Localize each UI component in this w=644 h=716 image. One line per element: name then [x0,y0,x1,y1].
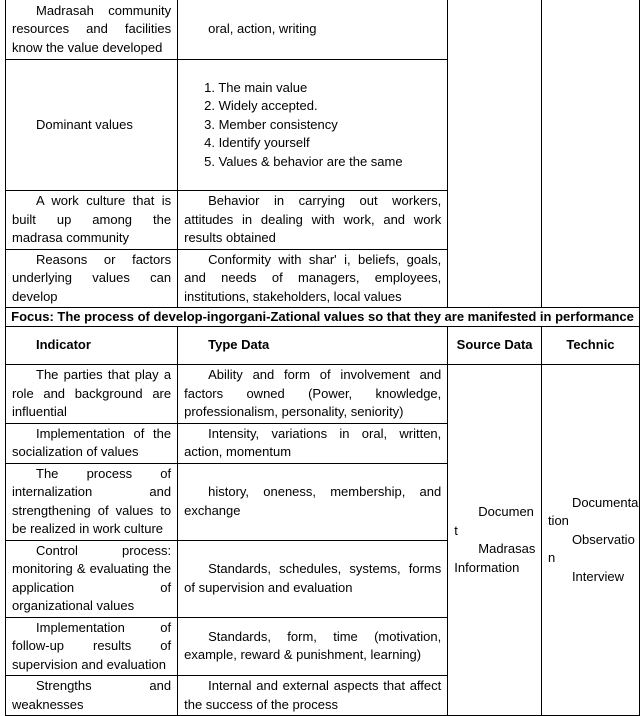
type-data-cell: oral, action, writing [178,0,448,60]
list-item: 3. Member consistency [204,116,338,132]
header-type-data: Type Data [178,327,448,365]
indicator-cell: Dominant values [6,60,178,191]
technic-cell [541,365,639,716]
dominant-values-list [184,79,441,172]
focus-row [6,308,640,327]
type-data-cell: Standards, form, time (motivation, example, reward & punishment, learning) [178,617,448,676]
list-item: 5. Values & behavior are the same [204,153,403,169]
indicator-cell: The process of internalization and strengthening of values to be realized in work culture [6,463,178,540]
indicator-cell: Implementation of the socialization of values [6,423,178,463]
indicator-cell: Implementation of follow-up results of supervision and evaluation [6,617,178,676]
source-data-line: Madrasas [478,541,536,556]
type-data-cell [178,60,448,191]
table-row [6,365,640,424]
indicator-cell: Control process: monitoring & evaluating the application of organizational values [6,540,178,617]
type-data-cell: Internal and external aspects that affect the success of the process [178,676,448,716]
source-data-line: Documen [478,504,534,519]
type-data-cell: Standards, schedules, systems, forms of supervision and evaluation [178,540,448,617]
technic-line: Interview [571,568,624,584]
indicator-cell: Reasons or factors underlying values can develop [6,249,178,308]
type-data-cell: history, oneness, membership, and exchange [178,463,448,540]
header-source-data: Source Data [448,327,542,365]
technic-line: tion [547,513,569,529]
technic-line: Observatio [571,531,635,547]
technic-cell-empty [541,0,639,308]
indicator-cell: A work culture that is built up among the madrasa community [6,191,178,250]
indicator-cell: The parties that play a role and background are influential [6,365,178,424]
technic-line: n [547,550,556,566]
list-item: 4. Identify yourself [204,135,310,151]
source-data-line: t [454,522,458,538]
header-technic: Technic [541,327,639,365]
indicator-cell: Strengths and weaknesses [6,676,178,716]
type-data-cell: Conformity with shar' i, beliefs, goals, and needs of managers, employees, institutions, stakeholders, local values [178,249,448,308]
header-indicator: Indicator [6,327,178,365]
research-instrument-table [5,0,640,716]
type-data-cell: Intensity, variations in oral, written, action, momentum [178,423,448,463]
source-data-cell [448,365,542,716]
list-item: 2. Widely accepted. [204,98,318,114]
source-data-cell-empty [448,0,542,308]
technic-line: Documenta [571,494,639,510]
type-data-cell: Ability and form of involvement and factors owned (Power, knowledge, professionalism, personality, seniority) [178,365,448,424]
focus-heading: Focus: The process of develop-ingorgani-Zational values so that they are manifested in performance [6,308,640,327]
header-row [6,327,640,365]
source-data-line: Information [454,559,520,575]
table-row [6,0,640,60]
list-item: 1. The main value [204,79,308,95]
type-data-cell: Behavior in carrying out workers, attitudes in dealing with work, and work results obtained [178,191,448,250]
indicator-cell: Madrasah community resources and facilities know the value developed [6,0,178,60]
